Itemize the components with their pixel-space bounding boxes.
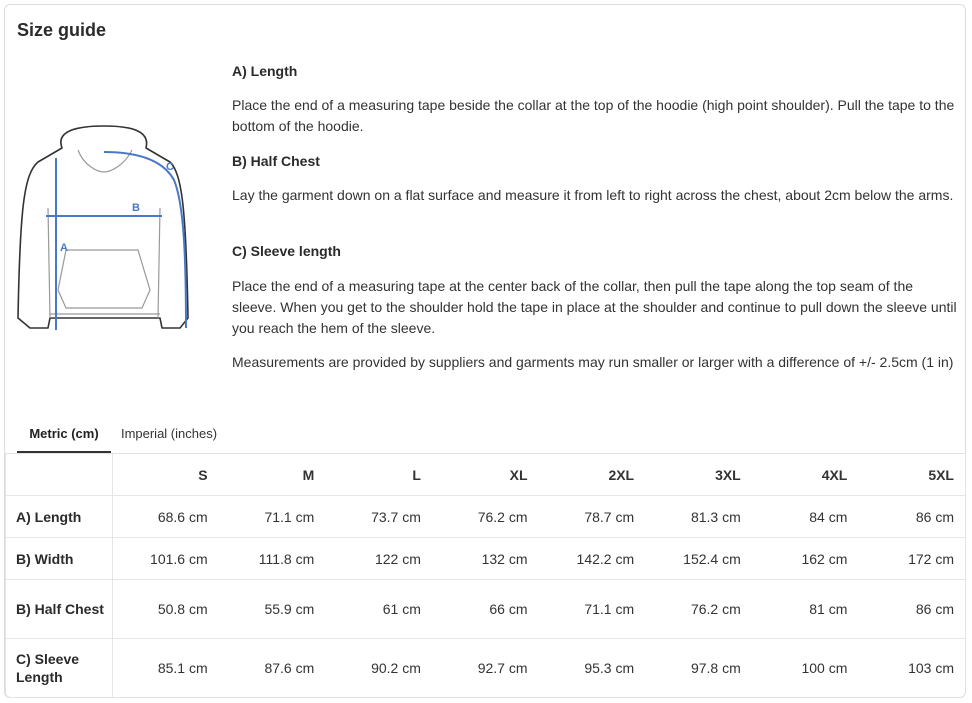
table-cell: 85.1 cm xyxy=(157,660,208,676)
table-cell: 81.3 cm xyxy=(645,496,752,538)
table-header-row xyxy=(6,454,965,496)
table-cell: 61 cm xyxy=(325,580,432,639)
table-cell: 73.7 cm xyxy=(325,496,432,538)
table-cell: 100 cm xyxy=(801,660,848,676)
pocket xyxy=(58,250,150,308)
size-header: S xyxy=(112,454,219,496)
row-label: C) Sleeve Length xyxy=(6,639,112,698)
size-header: 4XL xyxy=(752,454,859,496)
size-header: L xyxy=(325,454,432,496)
table-cell: 55.9 cm xyxy=(219,580,326,639)
size-header: 5XL xyxy=(858,454,965,496)
row-label: B) Width xyxy=(6,538,112,580)
size-header: 3XL xyxy=(645,454,752,496)
table-cell: 68.6 cm xyxy=(112,496,219,538)
diagram-label-b: B xyxy=(132,202,140,214)
right-seam xyxy=(158,208,160,318)
table-row xyxy=(6,538,965,580)
table-cell: 172 cm xyxy=(858,538,965,580)
table-cell: 87.6 cm xyxy=(264,660,315,676)
row-label: B) Half Chest xyxy=(6,580,112,639)
table-cell: 101.6 cm xyxy=(112,538,219,580)
table-row xyxy=(6,496,965,538)
table-cell: 152.4 cm xyxy=(645,538,752,580)
table-cell: 90.2 cm xyxy=(371,660,421,676)
length-heading: A) Length xyxy=(232,63,298,79)
tab-imperial[interactable]: Imperial (inches) xyxy=(120,426,218,441)
table-row xyxy=(6,580,965,639)
sleeve-heading: C) Sleeve length xyxy=(232,243,341,259)
table-cell: 97.8 cm xyxy=(690,660,741,676)
table-cell: 111.8 cm xyxy=(219,538,326,580)
chest-description: Lay the garment down on a flat surface and measure it from left to right across the chest, about 2cm below the arms. xyxy=(232,187,954,203)
table-cell: 142.2 cm xyxy=(539,538,646,580)
hoodie-diagram xyxy=(14,118,194,338)
size-header: 2XL xyxy=(539,454,646,496)
table-cell: 84 cm xyxy=(752,496,859,538)
table-cell: 76.2 cm xyxy=(645,580,752,639)
table-cell: 78.7 cm xyxy=(539,496,646,538)
size-header: M xyxy=(219,454,326,496)
table-cell: 50.8 cm xyxy=(112,580,219,639)
table-cell: 71.1 cm xyxy=(539,580,646,639)
table-cell: 132 cm xyxy=(432,538,539,580)
table-cell: 95.3 cm xyxy=(584,660,635,676)
table-corner-cell xyxy=(6,454,112,496)
diagram-label-c: C xyxy=(166,161,174,173)
diagram-label-a: A xyxy=(60,242,68,254)
sleeve-description: Place the end of a measuring tape at the center back of the collar, then pull the tape along the top seam of the sleeve. When you get to the shoulder hold the tape in place at the shoulder and continue to pull down the sleeve until you reach the hem of the sleeve. xyxy=(232,278,957,336)
chest-heading: B) Half Chest xyxy=(232,153,320,169)
table-cell: 86 cm xyxy=(858,580,965,639)
table-cell: 122 cm xyxy=(325,538,432,580)
table-cell: 66 cm xyxy=(432,580,539,639)
table-cell: 71.1 cm xyxy=(219,496,326,538)
size-table-container xyxy=(5,453,966,698)
hoodie-outline xyxy=(18,126,188,328)
unit-tabs xyxy=(17,416,617,454)
row-label: A) Length xyxy=(6,496,112,538)
size-header: XL xyxy=(432,454,539,496)
size-table xyxy=(6,454,965,697)
table-cell: 81 cm xyxy=(752,580,859,639)
page-title: Size guide xyxy=(17,20,107,40)
measurement-note: Measurements are provided by suppliers and garments may run smaller or larger with a difference of +/- 2.5cm (1 in) xyxy=(232,354,954,370)
table-cell: 103 cm xyxy=(908,660,954,676)
table-row xyxy=(6,639,965,698)
table-cell: 86 cm xyxy=(858,496,965,538)
length-description: Place the end of a measuring tape beside the collar at the top of the hoodie (high point shoulder). Pull the tape to the bottom of the hoodie. xyxy=(232,97,955,134)
table-cell: 92.7 cm xyxy=(477,660,528,676)
table-cell: 162 cm xyxy=(752,538,859,580)
tab-metric[interactable]: Metric (cm) xyxy=(17,416,111,453)
left-seam xyxy=(48,208,50,318)
table-cell: 76.2 cm xyxy=(432,496,539,538)
